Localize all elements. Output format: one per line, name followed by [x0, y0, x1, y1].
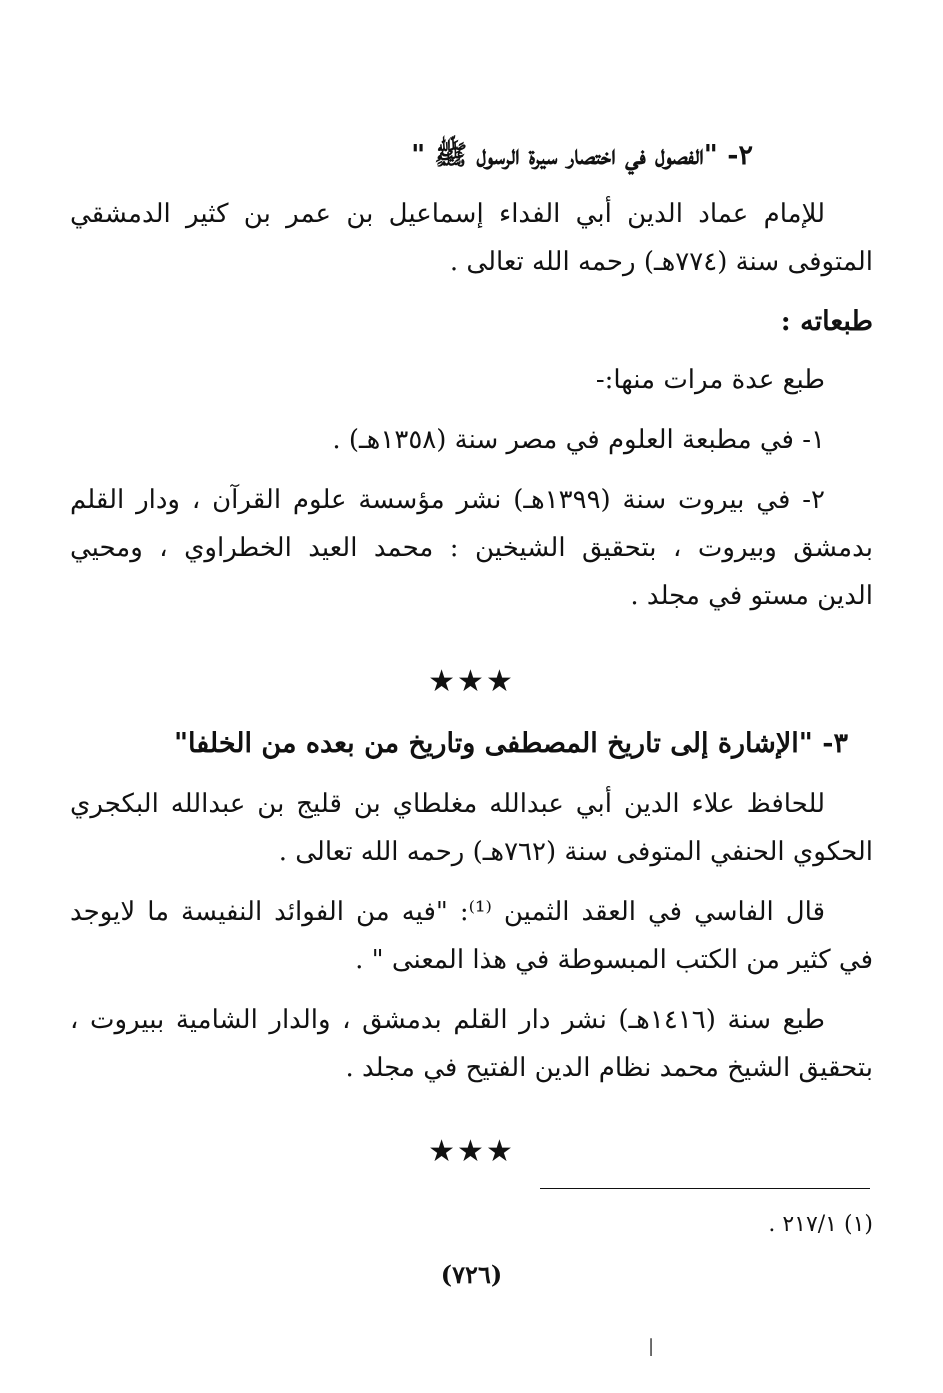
editions-intro: طبع عدة مرات منها:-	[595, 365, 825, 395]
section-2-line-2: المتوفى سنة (٧٧٤هـ) رحمه الله تعالى .	[449, 247, 873, 277]
page-number: (٧٢٦)	[440, 1260, 503, 1289]
section-2-heading: ٢- "الفصول في اختصار سيرة الرسول ﷺ "	[411, 140, 753, 171]
footnote: (١) ٢١٧/١ .	[768, 1212, 873, 1237]
section-2-line-1: للإمام عماد الدين أبي الفداء إسماعيل بن عمر بن كثير الدمشقي	[70, 199, 825, 229]
print-line-2: بتحقيق الشيخ محمد نظام الدين الفتيح في مجلد .	[345, 1053, 873, 1083]
section-3-heading: ٣- "الإشارة إلى تاريخ المصطفى وتاريخ من بعده من الخلفا"	[173, 728, 848, 759]
edition-2-line-1: ٢- في بيروت سنة (١٣٩٩هـ) نشر مؤسسة علوم القرآن ، ودار القلم	[70, 485, 825, 515]
edition-2-line-3: الدين مستو في مجلد .	[630, 581, 873, 611]
quote-line-2: في كثير من الكتب المبسوطة في هذا المعنى " .	[355, 945, 873, 975]
section-separator-1: ★★★	[428, 664, 515, 699]
scan-speck: |	[648, 1336, 655, 1357]
footnote-divider	[540, 1188, 870, 1189]
quote-line-1: قال الفاسي في العقد الثمين ⁽¹⁾: "فيه من الفوائد النفيسة ما لايوجد	[70, 897, 825, 927]
section-3-line-2: الحكوي الحنفي المتوفى سنة (٧٦٢هـ) رحمه الله تعالى .	[278, 837, 873, 867]
editions-label: طبعاته :	[780, 306, 873, 337]
section-separator-2: ★★★	[428, 1134, 515, 1169]
edition-2-line-2: بدمشق وبيروت ، بتحقيق الشيخين : محمد العيد الخطراوي ، ومحيي	[70, 533, 873, 563]
edition-1: ١- في مطبعة العلوم في مصر سنة (١٣٥٨هـ) .	[332, 425, 825, 455]
section-3-line-1: للحافظ علاء الدين أبي عبدالله مغلطاي بن قليج بن عبدالله البكجري	[70, 789, 825, 819]
print-line-1: طبع سنة (١٤١٦هـ) نشر دار القلم بدمشق ، والدار الشامية ببيروت ،	[70, 1005, 825, 1035]
